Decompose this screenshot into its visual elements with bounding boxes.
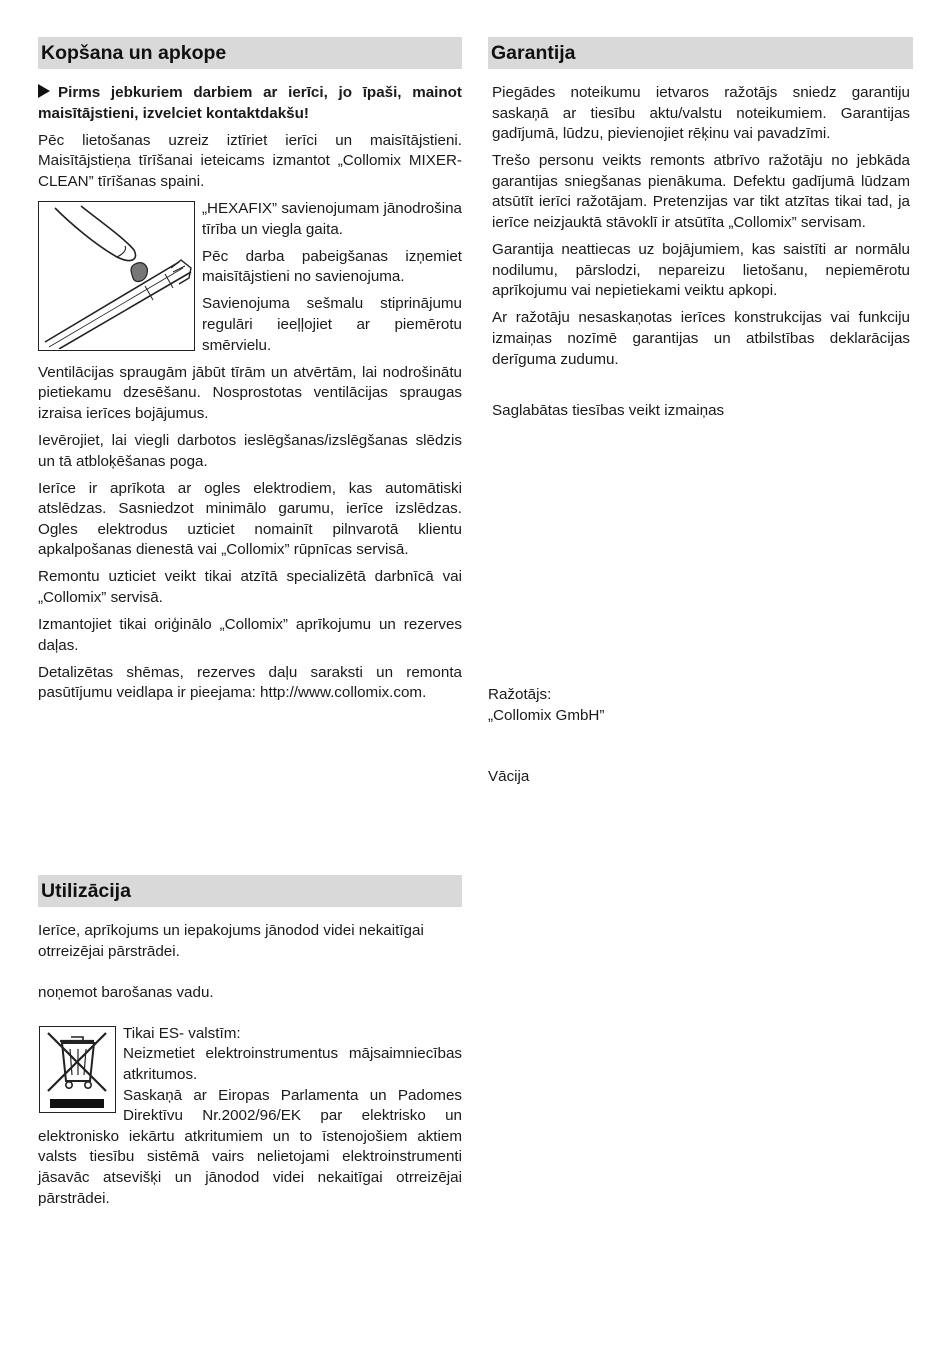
diagrams-paragraph: Detalizētas shēmas, rezerves daļu saraksti un remonta pasūtījumu veidlapa ir pieejama: http://www.collomix.com.: [38, 663, 462, 702]
disposal-heading: Utilizācija: [38, 875, 462, 907]
manufacturer-country: Vācija: [488, 768, 530, 786]
disposal-paragraph: Ierīce, aprīkojums un iepakojums jānodod videi nekaitīgai otrreizējai pārstrādei.: [38, 922, 424, 960]
switch-paragraph: Ievērojiet, lai viegli darbotos ieslēgšanas/izslēgšanas slēdzis un tā atbloķēšanas poga.: [38, 431, 462, 470]
carbon-brushes-paragraph: Ierīce ir aprīkota ar ogles elektrodiem, kas automātiski atslēdzas. Sasniedzot minimālo garumu, ierīce izslēdzas. Ogles elektrodus uzticiet nomainīt pilnvarotā klientu apkalpošanas dienestā vai „Collomix” rūpnīcas servisā.: [38, 479, 462, 559]
hexafix-paragraph: „HEXAFIX” savienojumam jānodrošina tīrība un viegla gaita.: [202, 199, 462, 238]
warning-text: Pirms jebkuriem darbiem ar ierīci, jo īpaši, mainot maisītājstieni, izvelciet kontaktdakšu!: [38, 84, 462, 122]
warranty-section: [488, 37, 913, 786]
maintenance-heading: Kopšana un apkope: [38, 37, 462, 69]
warning-paragraph: [38, 83, 462, 124]
grease-application-icon: [38, 201, 195, 351]
eu-paragraph-1: Neizmetiet elektroinstrumentus mājsaimniecības atkritumos.: [123, 1045, 462, 1083]
manufacturer-block: [488, 685, 913, 788]
reserved-rights-text: Saglabātas tiesības veikt izmaiņas: [492, 401, 725, 419]
manufacturer-name: „Collomix GmbH”: [488, 706, 605, 724]
crossed-out-wheelie-bin-icon: [39, 1026, 116, 1113]
original-parts-paragraph: Izmantojiet tikai oriģinālo „Collomix” aprīkojumu un rezerves daļas.: [38, 616, 462, 654]
warranty-paragraph-2: Trešo personu veikts remonts atbrīvo ražotāju no jebkāda garantijas sniegšanas pienākuma. Defektu gadījumā lūdzam atsūtīt ierīci ražotājam. Pretenzijas var tikt atzītas tikai tad, ja ierīce neizjauktā stāvoklī ir atsūtīta „Collomix” servisam.: [492, 152, 910, 232]
triangle-bullet-icon: [38, 84, 50, 98]
ventilation-paragraph: Ventilācijas spraugām jābūt tīrām un atvērtām, lai nodrošinātu pietiekamu dzesēšanu. Nosprostotas ventilācijas spraugas izraisa ierīces bojājumus.: [38, 363, 462, 422]
eu-only-label: Tikai ES- valstīm:: [123, 1024, 241, 1042]
repair-paragraph: Remontu uzticiet veikt tikai atzītā specializētā darbnīcā vai „Collomix” servisā.: [38, 568, 462, 607]
warranty-paragraph-1: Piegādes noteikumu ietvaros ražotājs sniedz garantiju saskaņā ar tiesību aktu/valstu noteikumiem. Garantijas gadījumā, lūdzu, pievienojiet rēķinu vai pavadzīmi.: [492, 84, 910, 143]
remove-rod-paragraph: Pēc darba pabeigšanas izņemiet maisītājstieni no savienojuma.: [202, 247, 462, 286]
lubricate-paragraph: Savienojuma sešmalu stiprinājumu regulāri ieeļļojiet ar piemērotu smērvielu.: [202, 295, 462, 354]
warranty-paragraph-3: Garantija neattiecas uz bojājumiem, kas saistīti ar normālu nodilumu, pārslodzi, nepareizu lietošanu, nepiemērotu aprīkojumu vai nepietiekami veiktu apkopi.: [492, 241, 910, 300]
manufacturer-label: Ražotājs:: [488, 686, 552, 703]
warranty-paragraph-4: Ar ražotāju nesaskaņotas ierīces konstrukcijas vai funkciju izmaiņas nozīmē garantijas un atbilstības deklarācijas derīguma zudumu.: [492, 309, 910, 368]
warranty-heading: Garantija: [488, 37, 913, 69]
cleaning-paragraph: Pēc lietošanas uzreiz iztīriet ierīci un maisītājstieni. Maisītājstieņa tīrīšanai ieteicams izmantot „Collomix MIXER-CLEAN” tīrīšanas spaini.: [38, 131, 462, 190]
eu-paragraph-2: Saskaņā ar Eiropas Parlamenta un Padomes Direktīvu Nr.2002/96/EK par elektrisko un elektronisko iekārtu atkritumiem un to īstenojošiem aktiem valsts tiesību sistēmā vairs nelietojami elektroinstrumenti jāsavāc atsevišķi un jānodod videi nekaitīgai otrreizējai pārstrādei.: [38, 1086, 462, 1207]
disposal-section: [38, 875, 462, 1216]
maintenance-section: [38, 37, 462, 711]
power-cord-paragraph: noņemot barošanas vadu.: [38, 983, 214, 1001]
